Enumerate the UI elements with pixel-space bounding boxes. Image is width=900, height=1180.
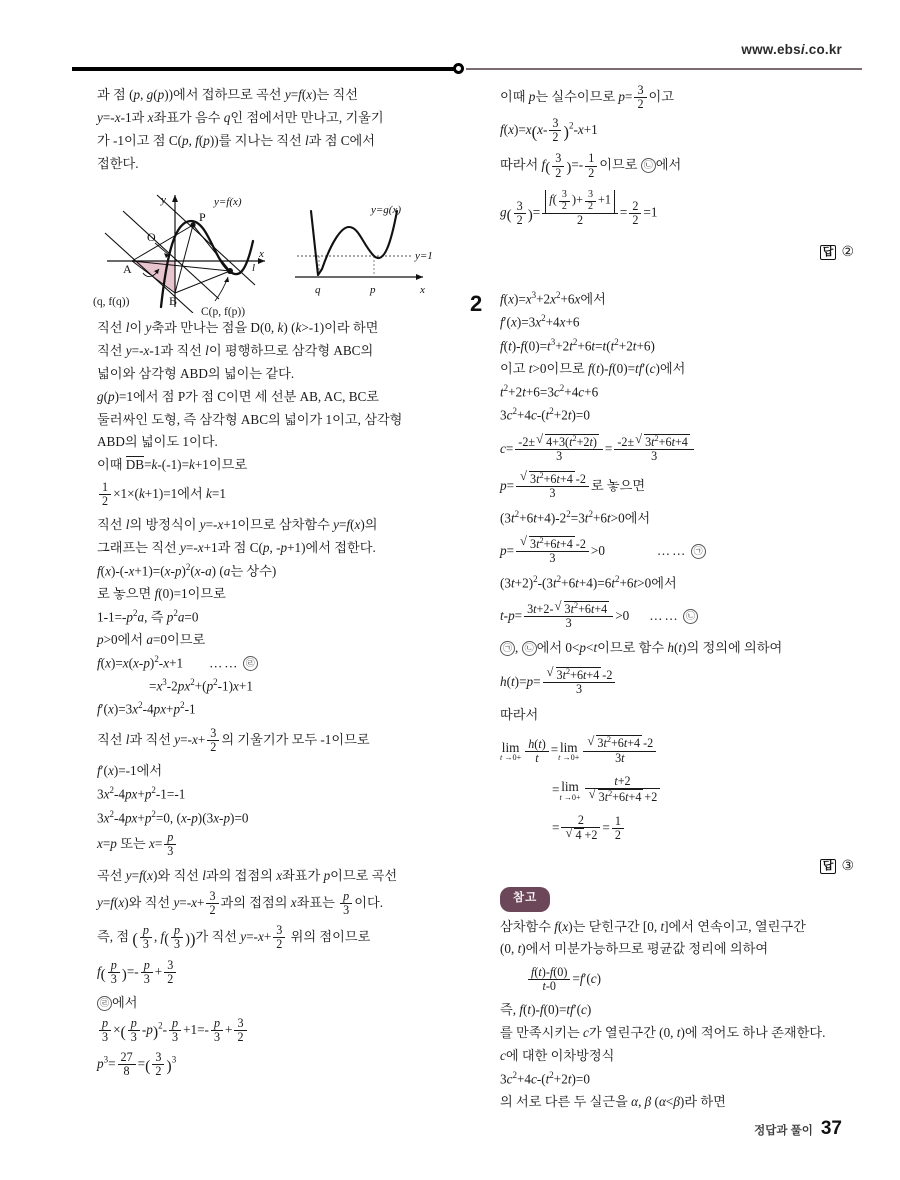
marker-eq-b: ㉡	[641, 158, 656, 173]
intro-line-4: 접한다.	[97, 155, 139, 171]
left-eq-big: $\frac{p}{3}$ ×( $\frac{p}{3}$ -p)$^2$- $\frac{p}{3}$ +1=- $\frac{p}{3}$ + $\frac{3}{2}$	[97, 1017, 449, 1046]
p2-line-6: $3c^2+4c-(t^2+2t)=0$	[500, 406, 590, 423]
svg-text:y=f(x): y=f(x)	[214, 196, 242, 208]
svg-text:P: P	[199, 210, 206, 224]
svg-text:y=1: y=1	[415, 250, 433, 262]
p2-eq-lim1: lim t →0+ $\frac{h(t)}{t}$ = lim t →0+ √ $\frac{3t^2+6t+4 -2}{3t}$	[500, 735, 860, 764]
left-eq-roots: x=p 또는 x= $\frac{p}{3}$	[97, 831, 449, 858]
note-line-6: 의 서로 다른 두 실근을 α, β (α<β)라 하면	[500, 1093, 726, 1109]
left-eq-deriv: $f'(x)=3x^2-4px+p^2-1$	[97, 700, 196, 717]
svg-text:y=g(x): y=g(x)	[371, 204, 402, 216]
problem-2-number: 2	[470, 291, 483, 317]
left-column	[93, 84, 449, 1081]
left-eq-d1: $3x^2-4px+p^2-1=-1$	[97, 785, 186, 802]
left-body-10: 로 놓으면 f(0)=1이므로	[97, 585, 226, 601]
svg-text:B: B	[169, 294, 178, 308]
left-body-3: 넓이와 삼각형 ABD의 넓이는 같다.	[97, 365, 295, 381]
note-section	[500, 886, 860, 1112]
p2-line-4: 이고 t>0이므로 f(t)-f(0)=tf′(c)에서	[500, 360, 686, 376]
marker-circle-1: ㉠	[691, 544, 706, 559]
left-body-14: 곡선 y=f(x)와 직선 l과의 접점의 x좌표가 p이므로 곡선	[97, 867, 398, 883]
right-eq-g32: g( $\frac{3}{2}$ )= f( $\frac{3}{2}$ )+ $\frac{3}{2}$ +1 2 = $\frac{2}{2}$ =1	[500, 188, 658, 227]
figure-cubic-f	[93, 181, 287, 319]
p2-line-9: ㉠ , ㉡ 에서 0<p<t이므로 함수 h(t)의 정의에 의하여	[500, 637, 860, 658]
left-eq-factor: $f(x)-(-x+1)=(x-p)^2(x-a)$ (a는 상수)	[97, 561, 277, 578]
left-body-12: 직선 l과 직선 y=-x+ $\frac{3}{2}$ 의 기울기가 모두 -1이므로	[97, 726, 370, 755]
note-eq-mvt: $\frac{f(t)-f(0)}{t-0}$ =f′(c)	[500, 966, 860, 993]
left-body-5: 둘러싸인 도형, 즉 삼각형 ABC의 넓이가 1이고, 삼각형	[97, 411, 403, 427]
p2-line-2: $f'(x)=3x^2+4x+6$	[500, 313, 580, 330]
p2-eq-lim2: = lim t →0+ t+2 √ $3t^2+6t+4 +2$	[500, 775, 860, 804]
left-body-6: ABD의 넓이도 1이다.	[97, 434, 218, 450]
answer-label-1: 답	[820, 245, 837, 261]
svg-text:O: O	[147, 230, 156, 244]
left-eq-fp3: f( $\frac{p}{3}$ )=- $\frac{p}{3}$ + $\frac{3}{2}$	[97, 959, 449, 987]
intro-line-1: 과 점 (p, g(p))에서 접하므로 곡선 y=f(x)는 직선	[97, 87, 358, 102]
p2-line-7: $(3t^2+6t+4)-2^2=3t^2+6t>0$에서	[500, 509, 651, 526]
left-body-15: y=f(x)와 직선 y=-x+ $\frac{3}{2}$ 과의 접점의 x좌표는 $\frac{p}{3}$ 이다.	[97, 888, 384, 917]
site-url	[741, 42, 842, 57]
p2-line-8: $(3t+2)^2-(3t^2+6t+4)=6t^2+6t>0$에서	[500, 574, 677, 591]
right-line-2: 따라서 f( $\frac{3}{2}$ )=- $\frac{1}{2}$ 이므로 ㉡ 에서	[500, 151, 682, 180]
note-line-1: 삼차함수 f(x)는 닫힌구간 [0, t]에서 연속이고, 열린구간	[500, 918, 806, 934]
site-url-suffix: .co.kr	[804, 42, 842, 57]
svg-text:y: y	[161, 194, 166, 206]
figure-label-q: (q, f(q))	[93, 296, 130, 308]
intro-line-2: y=-x-1과 x좌표가 음수 q인 점에서만 만나고, 기울기	[97, 109, 384, 125]
svg-text:x: x	[420, 284, 425, 296]
p2-eq-tp: t-p= $\frac{3t+2- √ 3t^2+6t+4}{3}$ >0 …… ㉡	[500, 601, 860, 630]
p2-line-1: $f(x)=x^3+2x^2+6x$에서	[500, 290, 606, 307]
answer-row-1	[500, 241, 860, 265]
footer-label: 정답과 풀이	[754, 1125, 813, 1137]
figures-row	[93, 181, 449, 318]
header-rule-right	[466, 68, 862, 70]
marker-circle-1-ref: ㉠	[500, 641, 515, 656]
marker-eq-d: ㉣	[243, 656, 258, 671]
p2-eq-p: p= √ $\frac{3t^2+6t+4 -2}{3}$ 로 놓으면	[500, 471, 860, 500]
left-eq-pcube: $p^3=$ $\frac{27}{8}$ =( $\frac{3}{2}$ )$^3$	[97, 1049, 177, 1078]
header-rule-left	[72, 67, 457, 71]
marker-eq-d-ref: ㉣	[97, 996, 112, 1011]
site-url-prefix: www.ebs	[741, 42, 801, 57]
header-rule	[72, 63, 862, 75]
note-line-3: 즉, f(t)-f(0)=tf′(c)	[500, 1002, 592, 1017]
left-body-1: 직선 l이 y축과 만나는 점을 D(0, k) (k>-1)이라 하면	[97, 320, 379, 335]
left-eq-area: $\frac{1}{2}$ ×1×(k+1)=1에서 k=1	[97, 481, 449, 508]
svg-text:l: l	[252, 262, 256, 274]
left-body-17: ㉣ 에서	[97, 992, 449, 1013]
note-pill-label: 참고	[500, 887, 550, 912]
left-body-16: 즉, 점 ( $\frac{p}{3}$ , f( $\frac{p}{3}$ ))가 직선 y=-x+ $\frac{3}{2}$ 위의 점이므로	[97, 923, 371, 952]
p2-line-10: 따라서	[500, 707, 539, 723]
p2-line-3: $f(t)-f(0)=t^3+2t^2+6t=t(t^2+2t+6)$	[500, 336, 655, 354]
p2-eq-lim3: = 2 √ 4 +2 = $\frac{1}{2}$	[500, 814, 860, 842]
left-eq-expand: $=x^3-2px^2+(p^2-1)x+1$	[149, 677, 253, 694]
note-eq-quad: $3c^2+4c-(t^2+2t)=0$	[500, 1069, 590, 1087]
answer-row-2	[500, 855, 860, 879]
left-body-13: f′(x)=-1에서	[97, 763, 163, 779]
p2-eq-c: c= $\frac{-2\pm √ 4+3(t^2+2t)}{3}$ = $\frac{-2\pm √ 3t^2+6t+4}{3}$	[500, 434, 860, 463]
problem-2	[470, 288, 860, 878]
svg-text:q: q	[315, 284, 321, 296]
left-eq-fx: $f(x)=x(x-p)^2-x+1$ …… ㉣	[97, 652, 449, 674]
p2-line-5: $t^2+2t+6=3c^2+4c+6$	[500, 382, 599, 400]
left-body-8: 직선 l의 방정식이 y=-x+1이므로 삼차함수 y=f(x)의	[97, 516, 378, 532]
svg-text:x: x	[259, 248, 264, 260]
left-body-11: p>0에서 a=0이므로	[97, 632, 206, 647]
answer-label-2: 답	[820, 859, 837, 875]
figure-label-c: C(p, f(p))	[201, 306, 246, 318]
left-eq-d2: $3x^2-4px+p^2=0$, (x-p)(3x-p)=0	[97, 808, 249, 825]
left-body-7: 이때 DB=k-(-1)=k+1이므로	[97, 457, 248, 473]
marker-circle-2: ㉡	[683, 609, 698, 624]
answer-number-1: ②	[841, 244, 854, 260]
note-line-5: c에 대한 이차방정식	[500, 1047, 615, 1063]
p2-eq-ht: h(t)=p= √ $\frac{3t^2+6t+4 -2}{3}$	[500, 667, 860, 696]
page-footer	[754, 1118, 842, 1140]
right-eq-fx: f(x)=x(x- $\frac{3}{2}$ )$^2$-x+1	[500, 116, 598, 145]
left-eq-sub0: $1-1=-p^2a$, 즉 $p^2a=0$	[97, 607, 199, 625]
header-rule-dot	[453, 63, 464, 74]
site-url-italic: i	[800, 42, 805, 57]
p2-eq-p-pos: p= √ $\frac{3t^2+6t+4 -2}{3}$ >0 …… ㉠	[500, 536, 860, 565]
figure-quartic-g	[289, 183, 447, 309]
answer-number-2: ③	[841, 858, 854, 874]
left-body-9: 그래프는 직선 y=-x+1과 점 C(p, -p+1)에서 접한다.	[97, 539, 376, 555]
right-line-1: 이때 p는 실수이므로 p= $\frac{3}{2}$ 이고	[500, 83, 674, 112]
svg-text:p: p	[370, 284, 376, 296]
svg-text:A: A	[123, 262, 132, 276]
right-column	[470, 83, 860, 1114]
marker-circle-2-ref: ㉡	[522, 641, 537, 656]
intro-line-3: 가 -1이고 점 C(p, f(p))를 지나는 직선 l과 점 C에서	[97, 132, 376, 148]
left-body-2: 직선 y=-x-1과 직선 l이 평행하므로 삼각형 ABC의	[97, 342, 374, 358]
footer-page-number: 37	[820, 1118, 842, 1139]
left-body-4: g(p)=1에서 점 P가 점 C이면 세 선분 AB, AC, BC로	[97, 388, 380, 404]
note-line-2: (0, t)에서 미분가능하므로 평균값 정리에 의하여	[500, 941, 769, 957]
note-line-4: 를 만족시키는 c가 열린구간 (0, t)에 적어도 하나 존재한다.	[500, 1024, 826, 1040]
